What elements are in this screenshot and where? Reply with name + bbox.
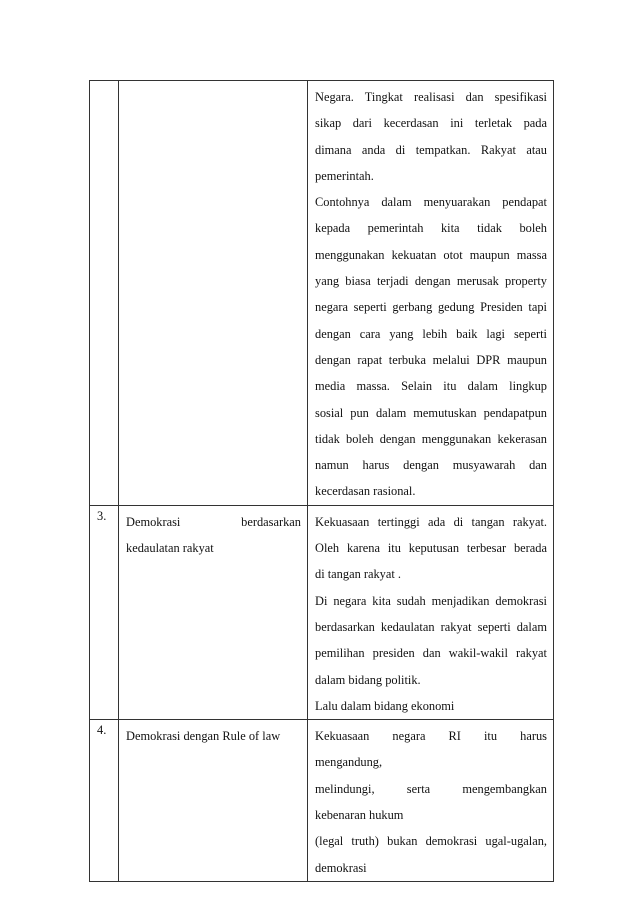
table-row-continued [90, 81, 554, 506]
table-row-4 [90, 720, 554, 882]
title-cell [119, 505, 308, 719]
text-line: dalam bidang politik. [315, 672, 421, 687]
text-line: dimana anda di tempatkan. Rakyat atau [315, 142, 547, 157]
description-cell [308, 81, 554, 506]
text-line: dengan cara yang lebih baik lagi seperti [315, 326, 547, 341]
text-line: Di negara kita sudah menjadikan demokrasi [315, 593, 547, 608]
text-line: Negara. Tingkat realisasi dan spesifikasi [315, 90, 547, 104]
text-line: mengandung, [315, 755, 383, 770]
text-line: kedaulatan rakyat [126, 541, 214, 556]
text-line: namun harus dengan musyawarah dan [315, 458, 547, 473]
text-line: Demokrasi berdasarkan [126, 514, 301, 529]
text-line: menggunakan kekuatan otot maupun massa [315, 247, 547, 262]
text-line: sikap dari kecerdasan ini terletak pada [315, 116, 547, 131]
text-line: Kekuasaan negara RI itu harus [315, 729, 547, 744]
text-line: tidak boleh dengan menggunakan kekerasan [315, 431, 547, 446]
text-line: yang biasa terjadi dengan merusak property [315, 274, 547, 289]
text-line: negara seperti gerbang gedung Presiden tapi [315, 300, 547, 315]
text-line: kepada pemerintah kita tidak boleh [315, 221, 547, 236]
text-line: demokrasi [315, 860, 367, 875]
text-line: pemerintah. [315, 168, 374, 183]
text-line: kecerdasan rasional. [315, 484, 416, 499]
text-line: melindungi, serta mengembangkan [315, 781, 547, 796]
text-line: Demokrasi dengan Rule of law [126, 729, 281, 744]
number-cell [90, 505, 119, 719]
text-line: pemilihan presiden dan wakil-wakil rakyat [315, 646, 547, 661]
text-line: kebenaran hukum [315, 808, 404, 823]
title-cell [119, 81, 308, 506]
table-row-3 [90, 505, 554, 719]
text-line: Contohnya dalam menyuarakan pendapat [315, 195, 547, 210]
text-line: berdasarkan kedaulatan rakyat seperti dalam [315, 619, 547, 634]
text-line: di tangan rakyat . [315, 567, 402, 582]
row-number: 4. [97, 723, 107, 738]
number-cell [90, 720, 119, 882]
description-cell [308, 720, 554, 882]
text-line: Oleh karena itu keputusan terbesar berada [315, 541, 547, 556]
text-line: media massa. Selain itu dalam lingkup [315, 379, 547, 394]
text-line: Kekuasaan tertinggi ada di tangan rakyat. [315, 514, 547, 529]
text-line: sosial pun dalam memutuskan pendapatpun [315, 405, 547, 420]
number-cell [90, 81, 119, 506]
content-table [89, 80, 554, 882]
text-line: Lalu dalam bidang ekonomi [315, 698, 455, 713]
text-line: dengan rapat terbuka melalui DPR maupun [315, 352, 547, 367]
description-cell [308, 505, 554, 719]
text-line: (legal truth) bukan demokrasi ugal-ugalan, [315, 834, 547, 849]
row-number: 3. [97, 508, 107, 523]
title-cell [119, 720, 308, 882]
